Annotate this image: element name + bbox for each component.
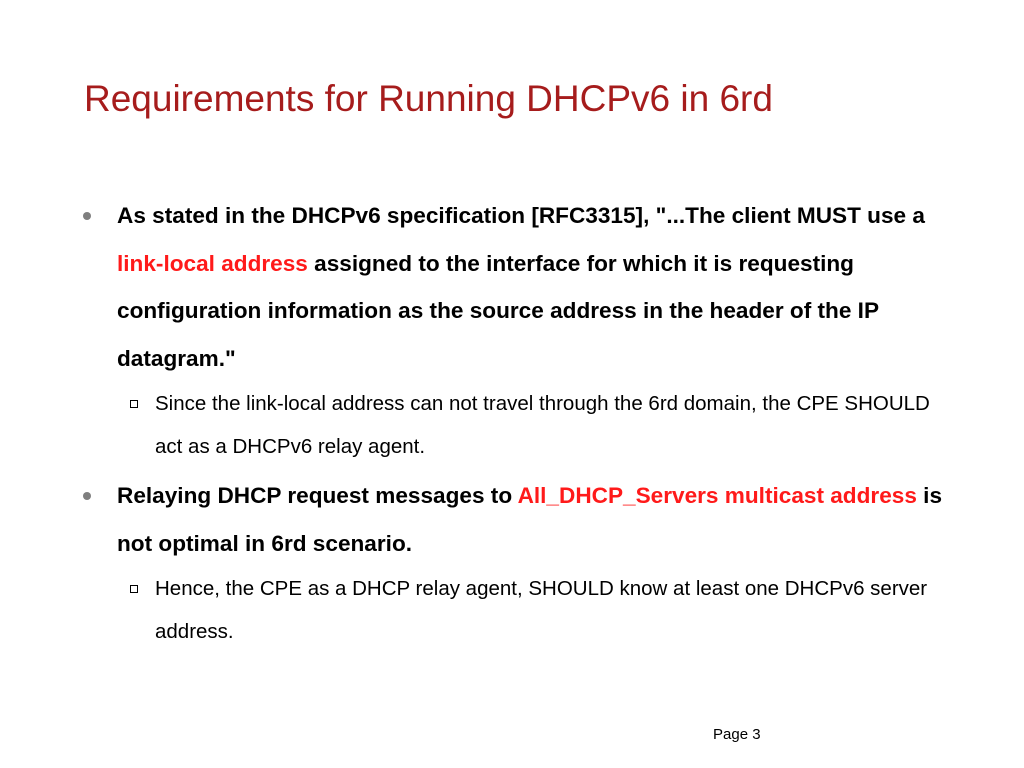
square-bullet-icon: [130, 400, 138, 408]
highlight-link-local-address: link-local address: [117, 250, 308, 276]
bullet-dot-icon: [83, 492, 91, 500]
slide-title: Requirements for Running DHCPv6 in 6rd: [84, 78, 773, 119]
slide-content: [80, 192, 980, 657]
bullet-text-before: Relaying DHCP request messages to: [117, 483, 518, 508]
square-bullet-icon: [130, 585, 138, 593]
bullet-item-relaying: [80, 472, 957, 567]
bullet-text-after: assigned to the interface for which it is requesting configuration information as the source address in the header of the IP datagram.": [117, 250, 879, 371]
page-number: Page 3: [713, 726, 761, 743]
sub-bullet-text: Since the link-local address can not travel through the 6rd domain, the CPE SHOULD act as a DHCPv6 relay agent.: [155, 392, 930, 458]
sub-bullet-relay-agent: [80, 382, 960, 468]
highlight-all-dhcp-servers: All_DHCP_Servers multicast address: [517, 483, 917, 508]
sub-bullet-server-address: [80, 567, 960, 653]
bullet-dot-icon: [83, 212, 91, 220]
bullet-item-rfc3315: [80, 192, 957, 382]
sub-bullet-text: Hence, the CPE as a DHCP relay agent, SHOULD know at least one DHCPv6 server address.: [155, 577, 928, 643]
bullet-text-before: As stated in the DHCPv6 specification [RFC3315], "...The client MUST use a: [117, 203, 925, 228]
bullet-text-after: is not optimal in 6rd scenario.: [117, 483, 943, 556]
